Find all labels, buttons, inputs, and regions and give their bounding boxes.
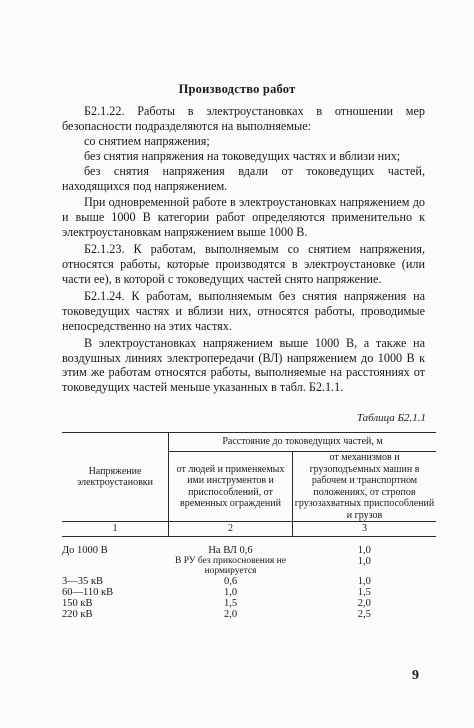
people-distance-cell: 1,5: [223, 598, 238, 609]
people-distance-cell: В РУ без прикосновения не нормируется: [175, 556, 286, 576]
page-number: 9: [412, 668, 419, 683]
mechanism-distance-cell: 2,0: [357, 598, 371, 609]
column-number-1: 1: [62, 522, 169, 537]
mechanism-distance-cell: 1,0: [357, 556, 371, 567]
voltage-cell: 60—110 кВ: [62, 587, 114, 598]
mechanism-distance-cell: 2,5: [357, 609, 371, 620]
table-caption: Таблица Б2.1.1: [356, 412, 426, 424]
header-distance: Расстояние до токоведущих частей, м: [169, 433, 437, 452]
people-distance-cell: 0,6: [223, 576, 238, 587]
section-heading: Производство работ: [178, 82, 296, 96]
header-people: от людей и применяемых ими инструментов и приспособлений, от временных ограждений: [169, 452, 293, 522]
paragraph-b2-1-22: Б2.1.22. Работы в электроустановках в отношении мер безопасности подразделяются на выполняемые:: [62, 104, 425, 133]
paragraph-simultaneous-work: При одновременной работе в электроустановках напряжением до и выше 1000 В категории работ определяются применительно к электроустановкам напряжением выше 1000 В.: [62, 195, 425, 240]
people-distance-cell: На ВЛ 0,6: [208, 545, 253, 556]
mechanism-distance-cell: 1,0: [357, 576, 371, 587]
list-item-live-parts-far: без снятия напряжения вдали от токоведущих частей, находящихся под напряжением.: [62, 163, 425, 193]
paragraph-b2-1-24: Б2.1.24. К работам, выполняемым без снятия напряжения на токоведущих частях и вблизи них, относятся работы, проводимые непосредственно на этих частях.: [62, 288, 425, 333]
table-row: [62, 556, 436, 576]
distance-table: [62, 432, 436, 620]
list-item-live-parts-near: без снятия напряжения на токоведущих частях и вблизи них;: [84, 148, 401, 163]
people-distance-cell: 2,0: [223, 609, 238, 620]
voltage-cell: 150 кВ: [62, 598, 93, 609]
table-row: [62, 576, 436, 587]
column-number-2: 2: [169, 522, 293, 537]
paragraph-b2-1-23: Б2.1.23. К работам, выполняемым со снятием напряжения, относятся работы, которые производятся в электроустановке (или части ее), в которой с токоведущих частей снято напряжение.: [62, 242, 425, 286]
header-voltage: Напряжение электроустановки: [62, 433, 169, 522]
body-text: [62, 104, 425, 395]
column-number-3: 3: [293, 522, 437, 537]
header-mechanisms: от механизмов и грузоподъемных машин в рабочем и транспортном положениях, от стропов грузозахватных приспособлений и грузов: [293, 452, 437, 522]
voltage-cell: 3—35 кВ: [62, 576, 103, 587]
people-distance-cell: 1,0: [223, 587, 238, 598]
voltage-cell: [62, 556, 169, 576]
table-row: [62, 609, 436, 620]
list-item-with-voltage-removal: со снятием напряжения;: [84, 133, 210, 148]
mechanism-distance-cell: 1,0: [357, 545, 371, 556]
voltage-cell: 220 кВ: [62, 609, 93, 620]
mechanism-distance-cell: 1,5: [357, 587, 371, 598]
table-row: [62, 537, 436, 557]
table-row: [62, 587, 436, 598]
voltage-cell: До 1000 В: [62, 545, 108, 556]
table-row: [62, 598, 436, 609]
paragraph-above-1000v: В электроустановках напряжением выше 1000 В, а также на воздушных линиях электропередачи (ВЛ) напряжением до 1000 В к этим же работам относятся работы, выполняемые на расстояниях от токоведущих частей меньше указанных в табл. Б2.1.1.: [62, 335, 425, 395]
